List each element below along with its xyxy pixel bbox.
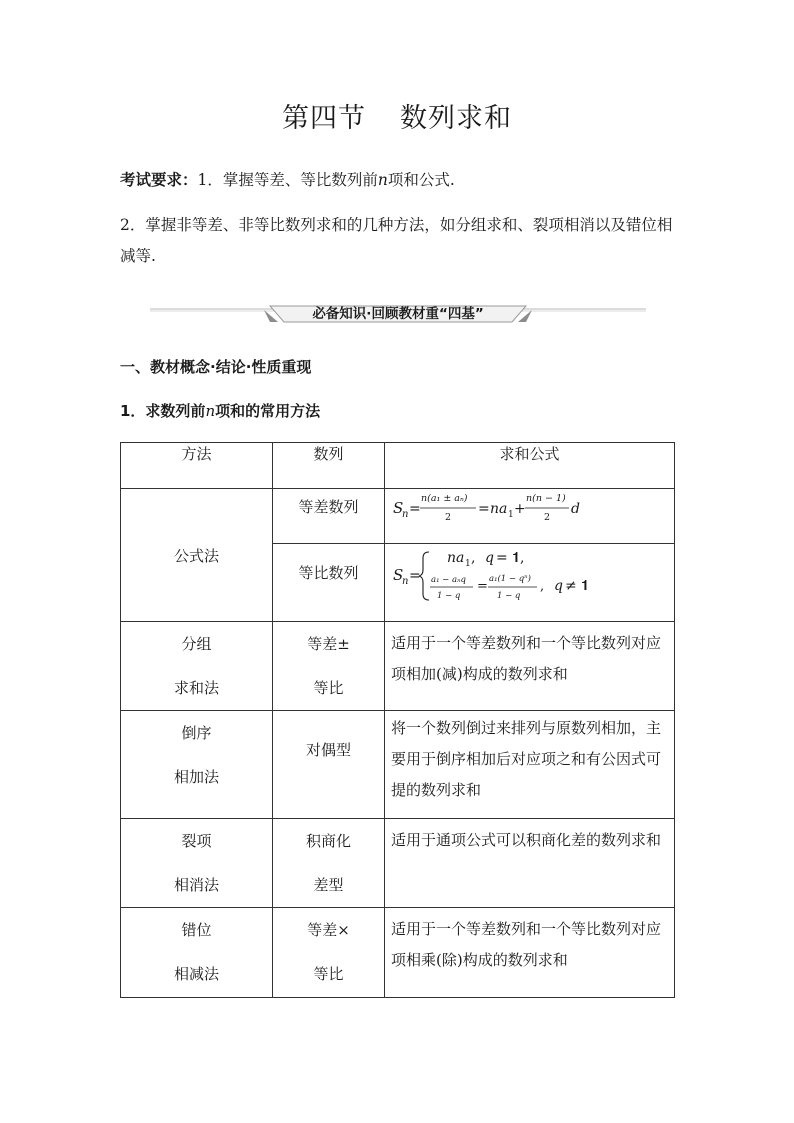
sequence-type-line2: 等比: [313, 965, 344, 983]
svg-text:1: 1: [508, 510, 514, 520]
sequence-label: 等差数列: [298, 498, 359, 516]
sequence-cell: [273, 711, 385, 819]
description-cell: 将一个数列倒过来排列与原数列相加，主要用于倒序相加后对应项之和有公因式可提的数列求和: [385, 711, 675, 819]
method-name-line1: 倒序: [181, 724, 212, 742]
description-cell: 适用于一个等差数列和一个等比数列对应项相加(减)构成的数列求和: [385, 622, 675, 711]
svg-text:1 − q: 1 − q: [497, 591, 521, 601]
header-sequence: 数列: [273, 443, 385, 489]
sequence-arith-cell: [273, 489, 385, 544]
method-cell: [121, 908, 273, 998]
svg-text:q: q: [554, 578, 563, 594]
table-header-row: [121, 443, 675, 489]
svg-text:,: ,: [471, 550, 476, 566]
table-row: [121, 908, 675, 998]
svg-text:1: 1: [465, 559, 471, 569]
svg-text:2: 2: [445, 512, 452, 523]
svg-text:=: =: [477, 579, 488, 594]
page-title: [0, 96, 794, 135]
svg-text:n: n: [402, 509, 409, 520]
description-cell: 适用于一个等差数列和一个等比数列对应项相乘(除)构成的数列求和: [385, 908, 675, 998]
svg-text:=: =: [409, 501, 421, 517]
section-heading-1: 一、教材概念·结论·性质重现: [120, 358, 312, 376]
sequence-type-line2: 等比: [313, 679, 344, 697]
method-name-line2: 求和法: [173, 679, 219, 697]
arith-formula-cell: [385, 489, 675, 544]
sequence-type-line1: 等差±: [307, 635, 350, 653]
svg-text:d: d: [571, 501, 580, 517]
method-name-line1: 裂项: [181, 832, 212, 850]
svg-text:a₁ − aₙq: a₁ − aₙq: [431, 575, 466, 585]
methods-table: [120, 442, 675, 998]
method-name-line2: 相减法: [173, 965, 219, 983]
geo-sum-formula: [391, 544, 631, 606]
sequence-type-line2: 差型: [313, 876, 344, 894]
svg-text:na: na: [447, 550, 465, 566]
sequence-cell: [273, 622, 385, 711]
svg-text:+: +: [514, 501, 526, 517]
method-name-line1: 错位: [181, 921, 212, 939]
section2-suffix: 项和的常用方法: [215, 402, 321, 420]
sequence-type-line1: 积商化: [305, 832, 351, 850]
header-formula: 求和公式: [385, 443, 675, 489]
method-formula-cell: [121, 489, 273, 622]
svg-text:na: na: [490, 501, 508, 517]
svg-text:S: S: [393, 499, 404, 517]
svg-text:= 𝟏,: = 𝟏,: [496, 550, 525, 566]
requirements-label: 考试要求：: [120, 170, 198, 189]
svg-text:n(n − 1): n(n − 1): [526, 493, 566, 504]
description-cell: 适用于通项公式可以积商化差的数列求和: [385, 819, 675, 908]
table-row: [121, 711, 675, 819]
method-name: 公式法: [173, 546, 219, 565]
banner-text: 必备知识·回顾教材重“四基”: [312, 306, 484, 322]
svg-text:q: q: [485, 550, 494, 566]
method-cell: [121, 622, 273, 711]
method-cell: [121, 711, 273, 819]
title-topic: 数列求和: [400, 103, 512, 134]
svg-text:=: =: [409, 568, 421, 584]
method-name-line2: 相加法: [173, 768, 219, 786]
table-row: [121, 819, 675, 908]
variable-n: n: [377, 171, 388, 189]
method-name-line2: 相消法: [173, 876, 219, 894]
requirement-1: [120, 168, 455, 190]
svg-text:=: =: [478, 501, 490, 517]
arith-sum-formula: [391, 489, 621, 539]
requirement-1-suffix: 项和公式.: [387, 171, 455, 189]
svg-text:n(a₁ ± aₙ): n(a₁ ± aₙ): [421, 493, 468, 504]
svg-text:S: S: [393, 566, 404, 584]
svg-text:≠ 𝟏: ≠ 𝟏: [565, 578, 589, 594]
sequence-type-line1: 等差×: [307, 921, 350, 939]
svg-text:2: 2: [544, 512, 551, 523]
svg-text:n: n: [402, 576, 409, 587]
header-method: 方法: [121, 443, 273, 489]
section-heading-2: [120, 400, 320, 421]
method-cell: [121, 819, 273, 908]
sequence-label: 等比数列: [298, 564, 359, 582]
sequence-cell: [273, 819, 385, 908]
title-section-number: 第四节: [282, 103, 366, 134]
table-row: [121, 489, 675, 544]
sequence-geo-cell: [273, 544, 385, 622]
svg-text:a₁(1 − qⁿ): a₁(1 − qⁿ): [489, 574, 531, 584]
method-name-line1: 分组: [181, 635, 212, 653]
section2-prefix: 1．求数列前: [120, 402, 206, 420]
requirement-1-text: 1．掌握等差、等比数列前: [197, 171, 378, 189]
sequence-cell: [273, 908, 385, 998]
section-banner: [150, 300, 646, 326]
requirement-2: 2．掌握非等差、非等比数列求和的几种方法，如分组求和、裂项相消以及错位相减等.: [120, 216, 673, 265]
variable-n: n: [205, 402, 216, 420]
svg-text:1 − q: 1 − q: [437, 591, 461, 601]
table-row: [121, 622, 675, 711]
svg-text:,: ,: [540, 579, 545, 594]
geo-formula-cell: [385, 544, 675, 622]
sequence-type-line1: 对偶型: [305, 741, 351, 759]
